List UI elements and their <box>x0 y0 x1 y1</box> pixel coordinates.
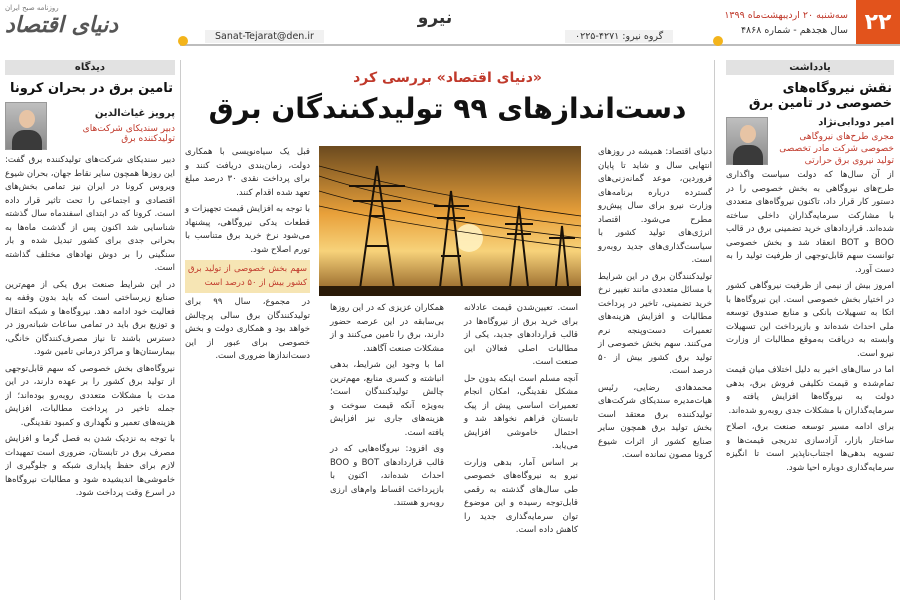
issue-line: سال هجدهم - شماره ۴۸۶۸ <box>740 25 848 36</box>
article-headline: دست‌اندازهای ۹۹ تولیدکنندگان برق <box>208 92 687 125</box>
article-kicker: «دنیای اقتصاد» بررسی کرد <box>353 70 542 86</box>
paragraph: قبل یک سیاه‌نویسی با همکاری دولت، زمان‌بندی دریافت کنند و برای پرداخت نقدی ۳۰ درصد مبلغ تعهد شده اقدام کنند. <box>185 147 310 198</box>
paragraph: وی افزود: نیروگاه‌هایی که در قالب قراردادهای BOT و BOO احداث شده‌اند، اکنون با بازپرداخت اقساط وام‌های ارزی روبه‌رو هستند. <box>330 444 445 508</box>
logo-tagline: روزنامه صبح ایران <box>5 4 59 12</box>
author-avatar <box>5 102 47 150</box>
paragraph: با توجه به نزدیک شدن به فصل گرما و افزایش مصرف برق در تابستان، ضروری است تمهیدات لازم برای حفظ پایداری شبکه و جلوگیری از خاموشی‌ها اندیشیده شود و مطالبات نیروگاه‌ها در اسرع وقت پرداخت شود. <box>5 434 175 498</box>
author-avatar <box>726 117 768 165</box>
author-name: پرویز غیاث‌الدین <box>94 108 175 119</box>
section-email[interactable]: Sanat-Tejarat@den.ir <box>205 30 324 43</box>
left-title: تامین برق در بحران کرونا <box>9 81 173 96</box>
page-number: ۲۲ <box>856 0 900 46</box>
left-author <box>5 102 175 150</box>
right-body <box>726 169 894 475</box>
paragraph: همکاران عزیزی که در این روزها بی‌سابقه در این عرصه حضور دارند، برق را تامین می‌کنند و از مشکلات صنعت آگاهند. <box>330 303 444 354</box>
author-role: مجری طرح‌های نیروگاهی خصوصی شرکت مادر تخصصی تولید نیروی برق حرارتی <box>779 132 894 166</box>
right-column-note <box>726 60 894 600</box>
logo-name: دنیای اقتصاد <box>5 12 118 38</box>
paragraph: برای ادامه مسیر توسعه صنعت برق، اصلاح ساختار بازار، آزادسازی تدریجی قیمت‌ها و تسویه بدهی‌ها اجتناب‌ناپذیر است تا انگیزه سرمایه‌گذاری دوباره احیا شود. <box>726 422 894 473</box>
right-author <box>726 117 894 165</box>
paragraph: است. تعیین‌شدن قیمت عادلانه برای خرید برق از نیروگاه‌ها در قالب قراردادهای جدید، یکی از مطالبات اصلی فعالان این صنعت است. <box>464 303 578 367</box>
newspaper-logo[interactable] <box>5 4 155 42</box>
author-name: امیر دودابی‌نژاد <box>818 117 894 128</box>
article-column-1 <box>594 146 716 600</box>
paragraph: محمدهادی رضایی، رئیس هیات‌مدیره سندیکای شرکت‌های تولیدکننده برق معتقد است بخش تولید برق همچون سایر صنایع کشور از اثرات شیوع کرونا مصون نمانده است. <box>598 382 712 460</box>
paragraph: آنچه مسلم است اینکه بدون حل مشکل نقدینگی، امکان انجام تعمیرات اساسی پیش از پیک تابستان فراهم نخواهد شد و احتمال خاموشی افزایش می‌یابد. <box>464 373 578 451</box>
paragraph: نیروگاه‌های بخش خصوصی که سهم قابل‌توجهی از تولید برق کشور را بر عهده دارند، در این مدت با مشکلات متعددی روبه‌رو بوده‌اند؛ از جمله تاخیر در پرداخت مطالبات، افزایش هزینه‌های تعمیر و نگهداری و کمبود نقدینگی. <box>5 363 175 428</box>
author-role: دبیر سندیکای شرکت‌های تولیدکننده برق <box>82 124 175 144</box>
ornament-dot <box>713 36 723 46</box>
paragraph: در این شرایط صنعت برق یکی از مهم‌ترین صنایع زیرساختی است که باید بدون وقفه به فعالیت خود ادامه دهد. نیروگاه‌ها و شبکه انتقال و توزیع برق باید در تمامی ساعات شبانه‌روز در دسترس باشند تا نیاز مصرف‌کنندگان خانگی، بیمارستان‌ها و مراکز درمانی تامین شود. <box>5 279 175 357</box>
power-lines-image <box>319 146 581 296</box>
paragraph: اما در سال‌های اخیر به دلیل اختلاف میان قیمت تمام‌شده و قیمت تکلیفی فروش برق، بدهی دولت به نیروگاه‌ها افزایش یافته و سرمایه‌گذاران با مشکلات جدی روبه‌رو شده‌اند. <box>726 365 894 416</box>
ornament-dot <box>178 36 188 46</box>
left-body <box>5 154 175 501</box>
left-column-opinion <box>5 60 175 600</box>
paragraph: از آن سال‌ها که دولت سیاست واگذاری طرح‌های نیروگاهی به بخش خصوصی را در دستور کار قرار داد، تاکنون نیروگاه‌های متعددی با مشارکت سرمایه‌گذاران داخلی ساخته شده‌اند. قراردادهای خرید تضمینی برق در قالب BOO و BOT انعقاد شد و بخش خصوصی توانست سهم قابل‌توجهی از ظرفیت تولید را به دست آورد. <box>726 170 894 275</box>
article-photo <box>319 146 581 296</box>
section-phone: گروه نیرو: ۴۲۷۱-۰۲۲۵ <box>565 30 673 43</box>
date-block <box>724 8 848 38</box>
pull-quote: سهم بخش خصوصی از تولید برق کشور بیش از ۵۰ درصد است <box>185 260 310 293</box>
paragraph: امروز بیش از نیمی از ظرفیت نیروگاهی کشور در اختیار بخش خصوصی است. این نیروگاه‌ها با اتکا به تسهیلات بانکی و منابع صندوق توسعه ملی احداث شده‌اند و بازپرداخت این تسهیلات وابسته به دریافت به‌موقع مطالبات از وزارت نیرو است. <box>726 281 894 359</box>
paragraph: با توجه به افزایش قیمت تجهیزات و قطعات یدکی نیروگاهی، پیشنهاد می‌شود نرخ خرید برق متناسب با تورم اصلاح شود. <box>185 204 310 255</box>
article-column-2 <box>460 302 582 600</box>
left-kicker: دیدگاه <box>5 60 175 75</box>
right-kicker: یادداشت <box>726 60 894 75</box>
article-column-3 <box>326 302 448 600</box>
section-title: نیرو <box>417 8 453 28</box>
paragraph: اما با وجود این شرایط، بدهی انباشته و کسری منابع، مهم‌ترین چالش تولیدکنندگان است؛ به‌ویژه آنکه قیمت سوخت و هزینه‌های جاری نیز افزایش یافته است. <box>330 360 444 438</box>
paragraph: در مجموع، سال ۹۹ برای تولیدکنندگان برق سالی پرچالش خواهد بود و همکاری دولت و بخش خصوصی برای عبور از این دست‌اندازها ضروری است. <box>185 297 310 361</box>
header-divider <box>180 44 900 46</box>
paragraph: دبیر سندیکای شرکت‌های تولیدکننده برق گفت: این روزها همچون سایر نقاط جهان، بحران شیوع ویروس کرونا در ایران نیز تمامی بخش‌های اقتصادی و اجتماعی را تحت تاثیر قرار داده است. کرونا که در ابتدای اسفندماه سال گذشته شناسایی شد اکنون پس از گذشت ماه‌ها به بحرانی جدی برای کشور تبدیل شده و بار سنگینی را بر دوش نهادهای مختلف گذاشته است. <box>5 155 175 273</box>
paragraph: بر اساس آمار، بدهی وزارت نیرو به نیروگاه‌های خصوصی طی سال‌های گذشته به رقمی قابل‌توجه رسیده و این موضوع توان سرمایه‌گذاری جدید را کاهش داده است. <box>464 457 578 535</box>
right-title: نقش نیروگاه‌های خصوصی در تامین برق <box>748 81 892 111</box>
main-article <box>180 60 715 600</box>
masthead <box>0 0 900 46</box>
paragraph: تولیدکنندگان برق در این شرایط با مسائل متعددی مانند تغییر نرخ خرید تضمینی، تاخیر در پرداخت مطالبات و افزایش هزینه‌های تعمیرات دست‌وپنجه نرم می‌کنند. سهم بخش خصوصی از تولید برق کشور بیش از ۵۰ درصد است. <box>598 271 712 376</box>
article-column-4 <box>181 146 314 600</box>
paragraph: دنیای اقتصاد: همیشه در روزهای انتهایی سال و شاید تا پایان فروردین، موعد گمانه‌زنی‌های گسترده درباره برنامه‌های وزارت نیرو برای سال پیش‌رو مطرح می‌شود. اقتصاد انرژی‌های تولید کشور با سیاست‌گذاری‌های جدید روبه‌رو است. <box>598 147 712 265</box>
date-line: سه‌شنبه ۲۰ اردیبهشت‌ماه ۱۳۹۹ <box>724 10 848 21</box>
